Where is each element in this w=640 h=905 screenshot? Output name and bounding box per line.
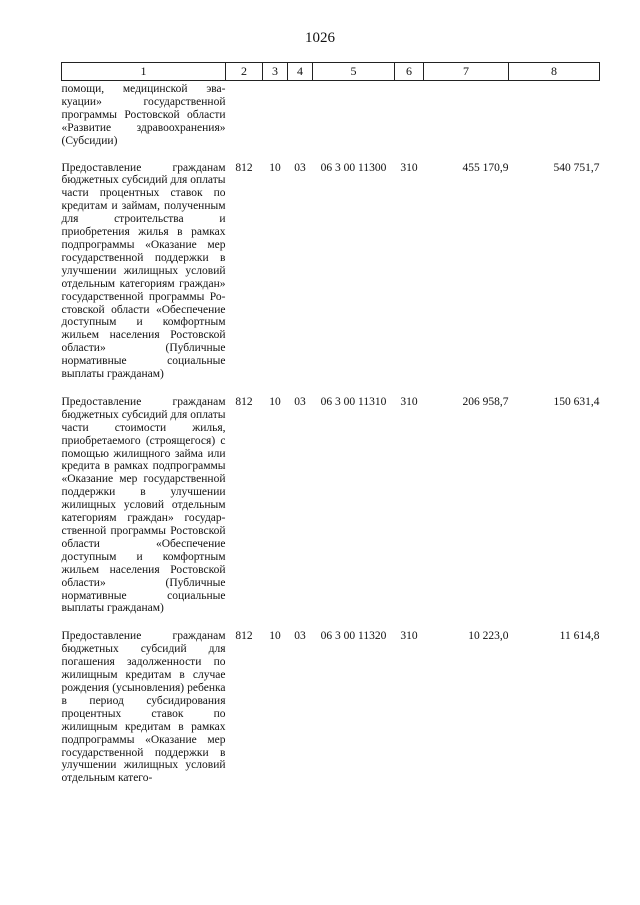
header-col-6: 6 [395, 63, 424, 81]
table-header-row [62, 63, 600, 81]
row-sum-col8: 150 631,4 [553, 395, 600, 408]
table-row [62, 396, 600, 630]
row-ministry-code: 812 [235, 395, 253, 408]
budget-table [61, 62, 600, 800]
header-col-3: 3 [263, 63, 288, 81]
row-target-article: 06 3 00 11320 [320, 630, 387, 643]
row-subsection-code: 03 [294, 395, 306, 408]
header-col-4: 4 [288, 63, 313, 81]
header-col-5: 5 [313, 63, 395, 81]
row-expense-type: 310 [400, 630, 418, 643]
row-section-code: 10 [269, 630, 281, 643]
row-description: Предоставление гражданам бюджетных субсидий для погашения задолженности по жилищным кредитам в случае рождения (усыновления) ребенка в период субсидирования процентных ставок по жилищным кредитам в рамках подпрограммы «Оказание мер государственной поддержки в улучшении жилищных условий отдельным катего- [61, 630, 226, 785]
header-col-7: 7 [424, 63, 509, 81]
table-row-continuation [62, 81, 600, 162]
page-number: 1026 [305, 30, 335, 46]
row-subsection-code: 03 [294, 630, 306, 643]
header-col-8: 8 [509, 63, 600, 81]
header-col-1: 1 [62, 63, 226, 81]
row-target-article: 06 3 00 11300 [320, 161, 387, 174]
row-sum-col7: 10 223,0 [468, 630, 509, 643]
row-ministry-code: 812 [235, 161, 253, 174]
row-ministry-code: 812 [235, 630, 253, 643]
row-section-code: 10 [269, 161, 281, 174]
row-sum-col7: 206 958,7 [462, 395, 509, 408]
row-sum-col8: 11 614,8 [559, 630, 600, 643]
row-description: помощи, медицинской эвакуации» государственной программы Ростовской области «Развитие здравоохранения» (Субсидии) [61, 83, 226, 147]
row-subsection-code: 03 [294, 161, 306, 174]
table-row [62, 630, 600, 800]
row-expense-type: 310 [400, 395, 418, 408]
row-description: Предоставление гражданам бюджетных субсидий для оплаты части стоимости жилья, приобретаемого (строящегося) с помощью жилищного займа или кредита в рамках подпрограммы «Оказание мер государственной поддержки в улучшении жилищных условий отдельным категориям граждан» государственной программы Ростовской области «Обеспечение доступным и комфортным жильем населения Ростовской области» (Публичные нормативные социальные выплаты гражданам) [61, 395, 226, 615]
row-sum-col7: 455 170,9 [462, 161, 509, 174]
row-description: Предоставление гражданам бюджетных субсидий для оплаты части процентных ставок по кредитам и займам, полученным для строительства и приобретения жилья в рамках подпрограммы «Оказание мер государственной поддержки в улучшении жилищных условий отдельным категориям граждан» государственной программы Ростовской области «Обеспечение доступным и комфортным жильем населения Ростовской области» (Публичные нормативные социальные выплаты гражданам) [61, 161, 226, 381]
header-col-2: 2 [226, 63, 263, 81]
row-section-code: 10 [269, 395, 281, 408]
table-row [62, 162, 600, 396]
row-sum-col8: 540 751,7 [553, 161, 600, 174]
row-expense-type: 310 [400, 161, 418, 174]
row-target-article: 06 3 00 11310 [320, 395, 387, 408]
